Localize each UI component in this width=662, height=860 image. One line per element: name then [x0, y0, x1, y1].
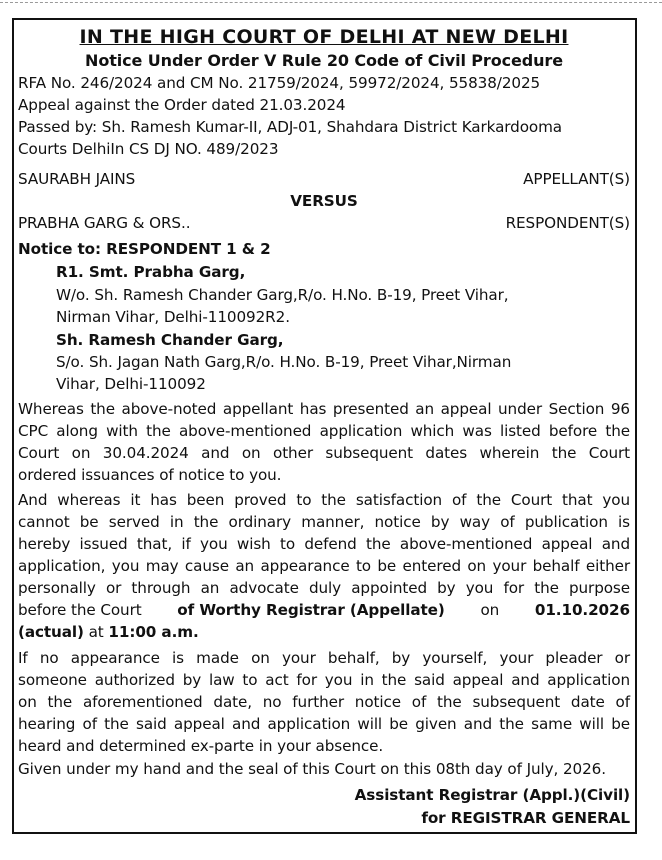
para3-line: someone authorized by law to act for you in the said appeal and application — [18, 671, 630, 689]
para2-line: hereby issued that, if you wish to defend the above-mentioned appeal and — [18, 535, 630, 553]
respondent-1-address-2: Nirman Vihar, Delhi-110092R2. — [56, 308, 290, 326]
respondent-row — [18, 212, 630, 234]
notice-subtitle: Notice Under Order V Rule 20 Code of Civil Procedure — [85, 51, 563, 70]
para1-line: ordered issuances of notice to you. — [18, 466, 282, 484]
court-title: IN THE HIGH COURT OF DELHI AT NEW DELHI — [79, 26, 569, 48]
signatory-office: for REGISTRAR GENERAL — [421, 809, 630, 827]
passed-by-line-1: Passed by: Sh. Ramesh Kumar-II, ADJ-01, Shahdara District Karkardooma — [18, 118, 562, 136]
appellant-label: APPELLANT(S) — [523, 170, 630, 188]
hearing-details-line — [18, 599, 630, 621]
appeal-line: Appeal against the Order dated 21.03.2024 — [18, 96, 346, 114]
respondent-2-address-2: Vihar, Delhi-110092 — [56, 375, 206, 393]
respondent-name: PRABHA GARG & ORS.. — [18, 214, 191, 232]
versus-label: VERSUS — [290, 192, 358, 210]
court-notice — [12, 18, 637, 834]
para2-line: And whereas it has been proved to the satisfaction of the Court that you — [18, 491, 630, 509]
para2-line: personally or through an advocate duly appointed by you for the purpose — [18, 579, 630, 597]
hearing-time-line — [18, 621, 630, 643]
dashed-cut-line — [0, 2, 662, 3]
notice-to-heading: Notice to: RESPONDENT 1 & 2 — [18, 240, 271, 258]
respondent-1-name: R1. Smt. Prabha Garg, — [56, 263, 246, 281]
para3-line: If no appearance is made on your behalf, by yourself, your pleader or — [18, 649, 630, 667]
respondent-1-address-1: W/o. Sh. Ramesh Chander Garg,R/o. H.No. B-19, Preet Vihar, — [56, 286, 509, 304]
para3-line: heard and determined ex-parte in your absence. — [18, 737, 384, 755]
passed-by-line-2: Courts DelhiIn CS DJ NO. 489/2023 — [18, 140, 279, 158]
respondent-2-address-1: S/o. Sh. Jagan Nath Garg,R/o. H.No. B-19, Preet Vihar,Nirman — [56, 353, 512, 371]
at-text: at — [83, 623, 109, 641]
actual-label: (actual) — [18, 623, 84, 641]
before-court-text: before the Court — [18, 601, 142, 619]
para3-line: on the aforementioned date, no further notice of the subsequent date of — [18, 693, 630, 711]
signatory-title: Assistant Registrar (Appl.)(Civil) — [354, 786, 630, 804]
para3-line: hearing of the said appeal and application will be given and the same will be — [18, 715, 630, 733]
on-text: on — [480, 601, 500, 619]
para1-line: Court on 30.04.2024 and on other subsequent dates wherein the Court — [18, 444, 630, 462]
para1-line: Whereas the above-noted appellant has presented an appeal under Section 96 — [18, 400, 630, 418]
para2-line: application, you may cause an appearance to be entered on your behalf either — [18, 557, 630, 575]
hearing-date: 01.10.2026 — [534, 601, 630, 619]
appellant-name: SAURABH JAINS — [18, 170, 136, 188]
respondent-label: RESPONDENT(S) — [505, 214, 630, 232]
respondent-2-name: Sh. Ramesh Chander Garg, — [56, 331, 284, 349]
para2-line: cannot be served in the ordinary manner, notice by way of publication is — [18, 513, 630, 531]
registrar-text: of Worthy Registrar (Appellate) — [177, 601, 445, 619]
hearing-time: 11:00 a.m. — [108, 623, 199, 641]
appellant-row — [18, 168, 630, 190]
given-under-seal-line: Given under my hand and the seal of this Court on this 08th day of July, 2026. — [18, 760, 606, 778]
case-number-line: RFA No. 246/2024 and CM No. 21759/2024, 59972/2024, 55838/2025 — [18, 74, 541, 92]
para1-line: CPC along with the above-mentioned application which was listed before the — [18, 422, 630, 440]
